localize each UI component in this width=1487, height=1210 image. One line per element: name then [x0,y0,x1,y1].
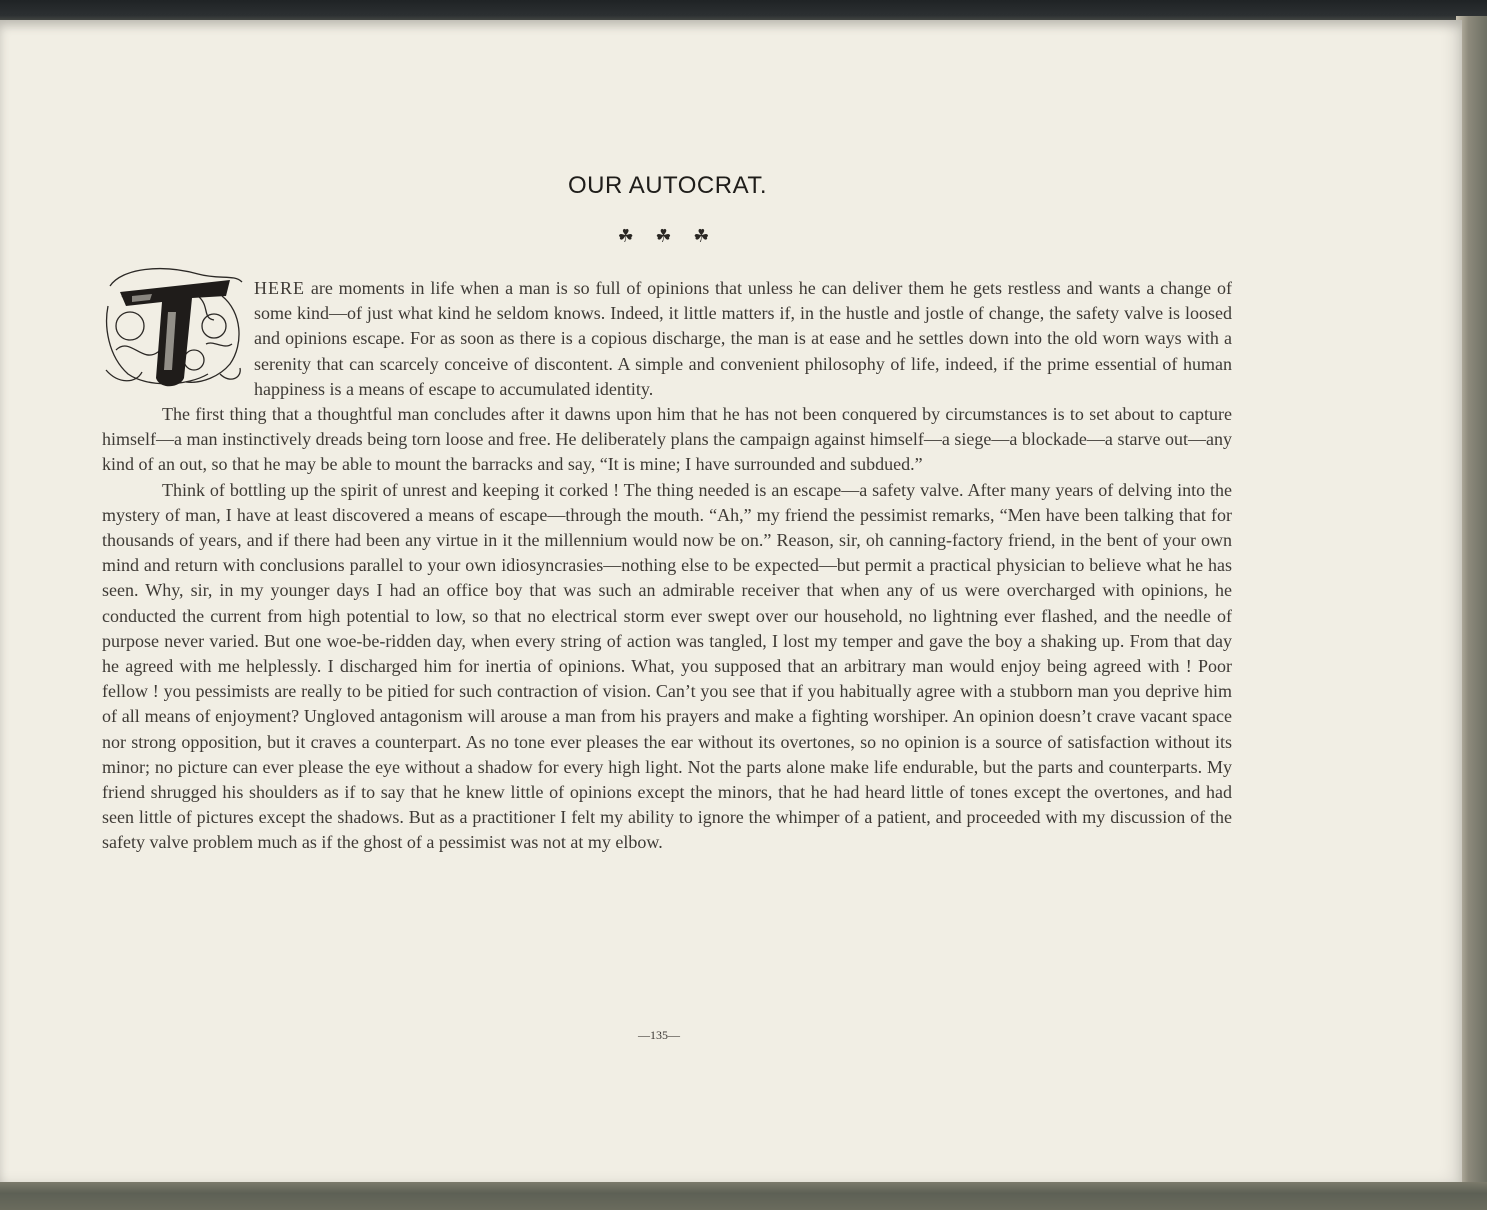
first-word-remainder: HERE [254,278,305,298]
article-body [102,276,1232,856]
book-binding-bottom [0,1182,1487,1210]
paragraph-3: Think of bottling up the spirit of unrest and keeping it corked ! The thing needed is an escape—a safety valve. After many years of delving into the mystery of man, I have at least discovered a means of escape—through the mouth. “Ah,” my friend the pessimist remarks, “Men have been talking that for thousands of years, and if there had been any virtue in it the millennium would now be on.” Reason, sir, oh canning-factory friend, in the bent of your own mind and return with conclusions parallel to your own idiosyncrasies—nothing else to be expected—but permit a practical physician to believe what he has seen. Why, sir, in my younger days I had an office boy that was such an admirable receiver that when any of us were overcharged with opinions, he conducted the current from high potential to low, so that no electrical storm ever swept over our household, no lightning ever flashed, and the needle of purpose never varied. But one woe-be-ridden day, when every string of action was tangled, I lost my temper and gave the boy a shaking up. From that day he agreed with me helplessly. I discharged him for inertia of opinions. What, you supposed that an arbitrary man would enjoy being agreed with ! Poor fellow ! you pessimists are really to be pitied for such contraction of vision. Can’t you see that if you habitually agree with a stubborn man you deprive him of all means of enjoyment? Ungloved antagonism will arouse a man from his prayers and make a fighting worshiper. An opinion doesn’t crave vacant space nor strong opposition, but it craves a counterpart. As no tone ever pleases the ear without its overtones, so no opinion is a source of satisfaction without its minor; no picture can ever please the eye without a shadow for every high light. Not the parts alone make life endurable, but the parts and counterparts. My friend shrugged his shoulders as if to say that he knew little of opinions except the minors, that he had heard little of tones except the overtones, and had seen little of pictures except the shadows. But as a practitioner I felt my ability to ignore the whimper of a patient, and proceeded with my discussion of the safety valve problem much as if the ghost of a pessimist was not at my elbow. [102,479,1232,853]
book-binding-top [0,0,1487,22]
clover-ornament-icon: ☘ ☘ ☘ [617,226,718,247]
paragraph-1 [102,276,1232,402]
paragraph-1-text: are moments in life when a man is so full of opinions that unless he can deliver them he gets restless and wants a change of some kind—of just what kind he seldom knows. Indeed, it little matters if, in the hustle and jostle of change, the safety valve is loosed and opinions escape. For as soon as there is a copious discharge, the man is at ease and he settles down into the old worn ways with a serenity that can scarcely conceive of discontent. A simple and convenient philosophy of life, indeed, if the prime essential of human happiness is a means of escape to accumulated identity. [254,278,1232,399]
drop-cap-spacer [102,276,254,402]
page-number: —135— [638,1028,680,1042]
paragraph-2: The first thing that a thoughtful man concludes after it dawns upon him that he has not been conquered by circumstances is to set about to capture himself—a man instinctively dreads being torn loose and free. He deliberately plans the campaign against himself—a siege—a blockade—a starve out—any kind of an out, so that he may be able to mount the barracks and say, “It is mine; I have surrounded and subdued.” [102,404,1232,475]
page-title: OUR AUTOCRAT. [568,172,767,199]
